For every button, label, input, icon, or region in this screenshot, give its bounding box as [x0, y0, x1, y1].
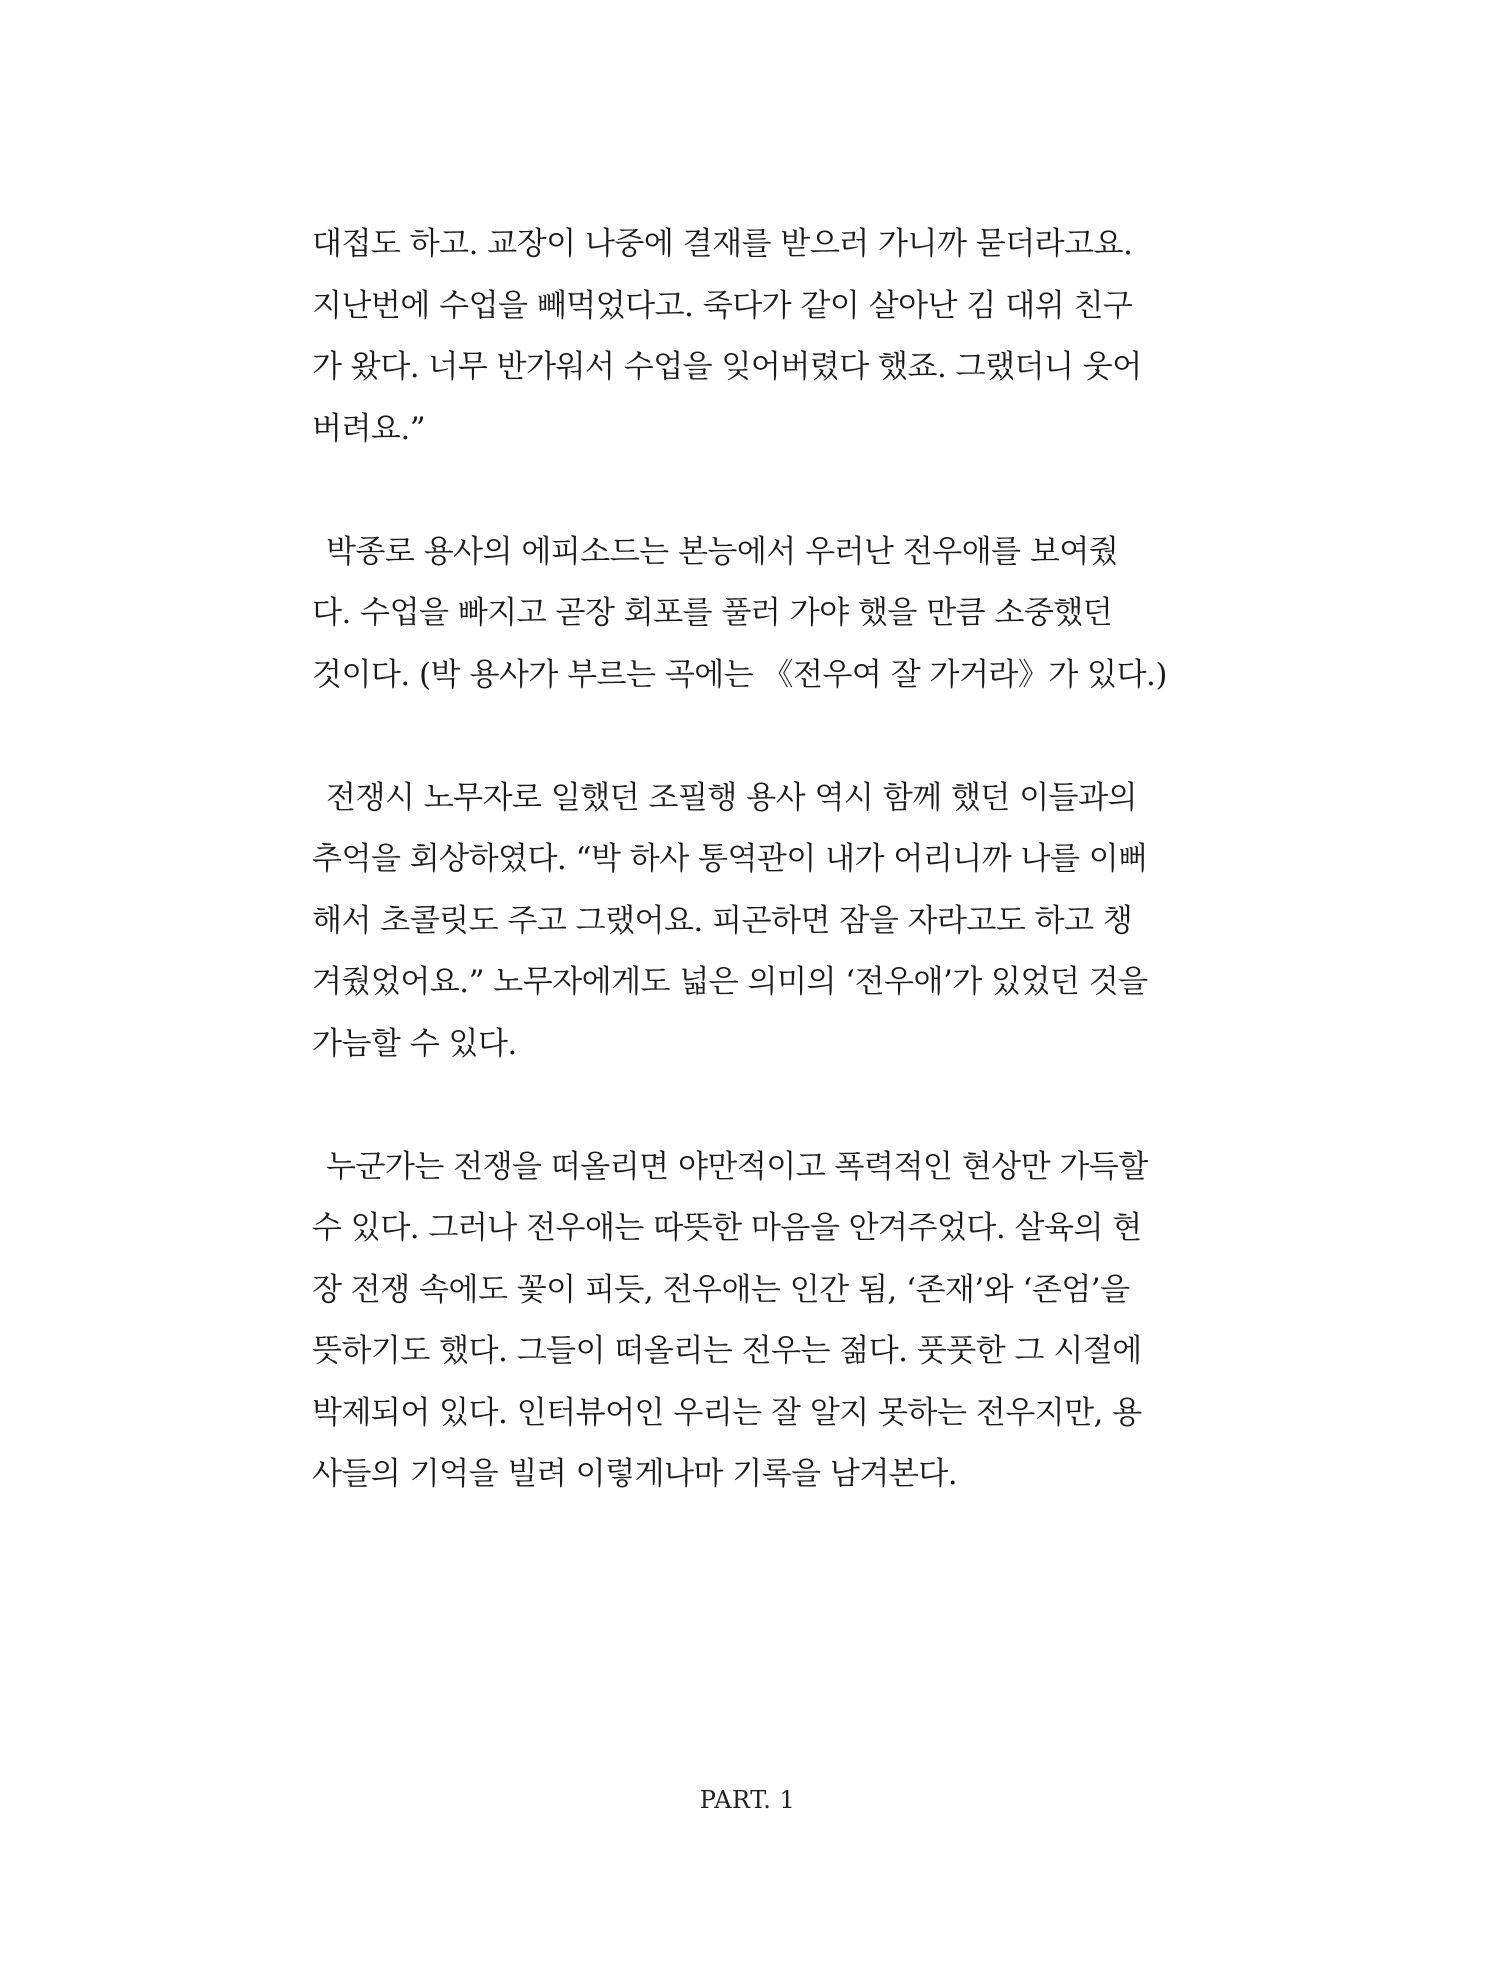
- text-line: 다. 수업을 빠지고 곧장 회포를 풀러 가야 했을 만큼 소중했던: [312, 595, 1113, 631]
- text-line: 수 있다. 그러나 전우애는 따뜻한 마음을 안겨주었다. 살육의 현: [312, 1210, 1142, 1246]
- text-line: 지난번에 수업을 빼먹었다고. 죽다가 같이 살아난 김 대위 친구: [312, 287, 1133, 324]
- text-line: 가늠할 수 있다.: [312, 1025, 517, 1062]
- text-line: 전쟁시 노무자로 일했던 조필행 용사 역시 함께 했던 이들과의: [326, 779, 1137, 816]
- body-text: [312, 214, 1182, 1506]
- text-line: 뜻하기도 했다. 그들이 떠올리는 전우는 젊다. 풋풋한 그 시절에: [312, 1333, 1142, 1369]
- paragraph-2: [312, 522, 1182, 707]
- paragraph-1: [312, 214, 1182, 460]
- text-line: 박종로 용사의 에피소드는 본능에서 우러난 전우애를 보여줬: [326, 533, 1119, 570]
- paragraph-spacer: [312, 706, 1182, 768]
- text-line: 장 전쟁 속에도 꽃이 피듯, 전우애는 인간 됨, ‘존재’와 ‘존엄’을: [312, 1271, 1130, 1308]
- text-line: 것이다. (박 용사가 부르는 곡에는 《전우여 잘 가거라》가 있다.): [312, 656, 1167, 693]
- paragraph-spacer: [312, 460, 1182, 522]
- paragraph-4: [312, 1137, 1182, 1506]
- text-line: 대접도 하고. 교장이 나중에 결재를 받으러 가니까 묻더라고요.: [312, 226, 1133, 262]
- page-footer-label: PART. 1: [699, 1786, 796, 1814]
- text-line: 해서 초콜릿도 주고 그랬어요. 피곤하면 잠을 자라고도 하고 챙: [312, 902, 1133, 939]
- paragraph-3: [312, 768, 1182, 1076]
- text-line: 추억을 회상하였다. “박 하사 통역관이 내가 어리니까 나를 이뻐: [312, 841, 1148, 877]
- text-line: 누군가는 전쟁을 떠올리면 야만적이고 폭력적인 현상만 가득할: [326, 1148, 1148, 1185]
- text-line: 겨줬었어요.” 노무자에게도 넓은 의미의 ‘전우애’가 있었던 것을: [312, 964, 1148, 1000]
- text-line: 가 왔다. 너무 반가워서 수업을 잊어버렸다 했죠. 그랬더니 웃어: [312, 349, 1142, 385]
- paragraph-spacer: [312, 1075, 1182, 1137]
- text-line: 사들의 기억을 빌려 이렇게나마 기록을 남겨본다.: [312, 1456, 958, 1492]
- text-line: 버려요.”: [312, 410, 426, 447]
- text-line: 박제되어 있다. 인터뷰어인 우리는 잘 알지 못하는 전우지만, 용: [312, 1394, 1142, 1431]
